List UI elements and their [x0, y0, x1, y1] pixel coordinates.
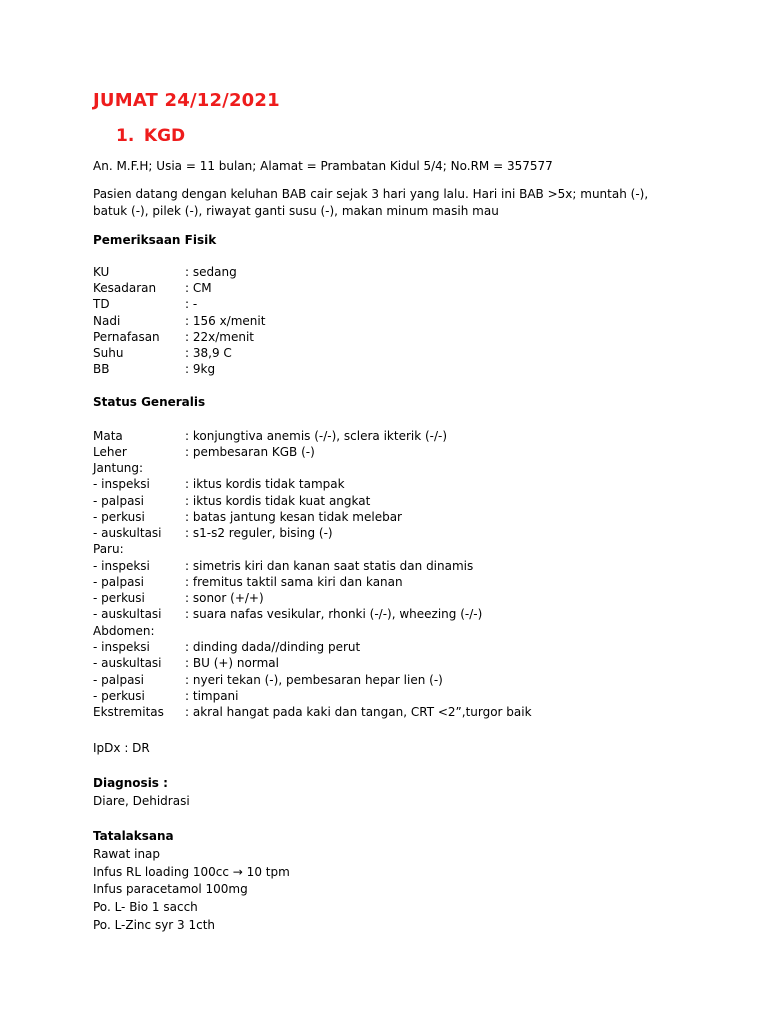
vital-value: : 156 x/menit: [185, 314, 266, 328]
exam-row: [93, 476, 345, 492]
exam-label: - palpasi: [93, 575, 145, 589]
exam-label: Mata: [93, 429, 123, 443]
management-item: Po. L-Zinc syr 3 1cth: [93, 918, 216, 932]
vital-label: Nadi: [93, 314, 121, 328]
exam-row: [93, 428, 447, 444]
vital-value: : 9kg: [185, 362, 216, 376]
vital-label: Pernafasan: [93, 330, 160, 344]
exam-label: - auskultasi: [93, 607, 162, 621]
exam-label: - perkusi: [93, 591, 145, 605]
exam-label: - auskultasi: [93, 656, 162, 670]
management-title: Tatalaksana: [93, 829, 174, 843]
exam-value: : batas jantung kesan tidak melebar: [185, 510, 402, 524]
diagnosis-text: Diare, Dehidrasi: [93, 794, 190, 808]
exam-value: : pembesaran KGB (-): [185, 445, 315, 459]
vital-label: BB: [93, 362, 110, 376]
chief-complaint: Pasien datang dengan keluhan BAB cair sejak 3 hari yang lalu. Hari ini BAB >5x; muntah (-), batuk (-), pilek (-), riwayat ganti susu (-), makan minum masih mau: [93, 187, 649, 218]
vital-label: TD: [93, 297, 110, 311]
exam-row: [93, 574, 403, 590]
vital-label: KU: [93, 265, 110, 279]
exam-row: [93, 688, 239, 704]
general-status-title: Status Generalis: [93, 395, 206, 409]
exam-value: : iktus kordis tidak tampak: [185, 477, 345, 491]
exam-row: [93, 639, 360, 655]
exam-label: - inspeksi: [93, 477, 150, 491]
exam-row: [93, 444, 315, 460]
exam-value: : fremitus taktil sama kiri dan kanan: [185, 575, 403, 589]
exam-value: : dinding dada//dinding perut: [185, 640, 361, 654]
vital-row-nadi: [93, 313, 265, 329]
exam-value: : simetris kiri dan kanan saat statis dan dinamis: [185, 559, 474, 573]
exam-row: [93, 493, 370, 509]
exam-subheading: [93, 541, 185, 557]
vital-row-td: [93, 296, 197, 312]
exam-value: : iktus kordis tidak kuat angkat: [185, 494, 371, 508]
exam-label: Abdomen:: [93, 624, 155, 638]
exam-value: : s1-s2 reguler, bising (-): [185, 526, 333, 540]
exam-row: [93, 509, 402, 525]
management-item: Infus RL loading 100cc → 10 tpm: [93, 865, 290, 879]
exam-value: : timpani: [185, 689, 239, 703]
exam-value: : sonor (+/+): [185, 591, 264, 605]
exam-value: : nyeri tekan (-), pembesaran hepar lien (-): [185, 673, 443, 687]
vital-row-kesadaran: [93, 280, 212, 296]
exam-value: : konjungtiva anemis (-/-), sclera ikterik (-/-): [185, 429, 448, 443]
vital-value: : -: [185, 297, 198, 311]
diagnosis-title: Diagnosis :: [93, 776, 168, 790]
exam-label: - perkusi: [93, 510, 145, 524]
vital-value: : 22x/menit: [185, 330, 254, 344]
physical-exam-title: Pemeriksaan Fisik: [93, 233, 217, 247]
section-heading: [116, 124, 185, 148]
exam-subheading: [93, 460, 185, 476]
exam-row: [93, 558, 473, 574]
exam-row: [93, 672, 443, 688]
exam-label: - inspeksi: [93, 559, 150, 573]
management-item: Rawat inap: [93, 847, 161, 861]
exam-value: : BU (+) normal: [185, 656, 279, 670]
exam-row: [93, 655, 279, 671]
vital-row-pernafasan: [93, 329, 254, 345]
exam-label: Ekstremitas: [93, 705, 164, 719]
vital-label: Suhu: [93, 346, 124, 360]
exam-label: Paru:: [93, 542, 124, 556]
exam-row: [93, 590, 264, 606]
vital-label: Kesadaran: [93, 281, 157, 295]
exam-value: : suara nafas vesikular, rhonki (-/-), wheezing (-/-): [185, 607, 483, 621]
exam-label: Jantung:: [93, 461, 144, 475]
exam-label: - inspeksi: [93, 640, 150, 654]
vital-value: : 38,9 C: [185, 346, 232, 360]
date-heading: JUMAT 24/12/2021: [93, 90, 280, 111]
exam-row: [93, 525, 333, 541]
vital-row-ku: [93, 264, 237, 280]
ipdx-line: IpDx : DR: [93, 741, 150, 755]
exam-label: - palpasi: [93, 673, 145, 687]
exam-row: [93, 704, 532, 720]
management-item: Po. L- Bio 1 sacch: [93, 900, 198, 914]
section-number: 1.: [116, 126, 135, 146]
exam-value: : akral hangat pada kaki dan tangan, CRT <2”,turgor baik: [185, 705, 532, 719]
management-item: Infus paracetamol 100mg: [93, 882, 248, 896]
patient-identity: An. M.F.H; Usia = 11 bulan; Alamat = Prambatan Kidul 5/4; No.RM = 357577: [93, 159, 553, 173]
exam-label: Leher: [93, 445, 127, 459]
vital-value: : sedang: [185, 265, 237, 279]
vital-row-suhu: [93, 345, 232, 361]
section-title: KGD: [143, 126, 186, 146]
exam-label: - perkusi: [93, 689, 145, 703]
vital-value: : CM: [185, 281, 212, 295]
exam-label: - palpasi: [93, 494, 145, 508]
vital-row-bb: [93, 361, 215, 377]
exam-row: [93, 606, 482, 622]
exam-subheading: [93, 623, 185, 639]
exam-label: - auskultasi: [93, 526, 162, 540]
